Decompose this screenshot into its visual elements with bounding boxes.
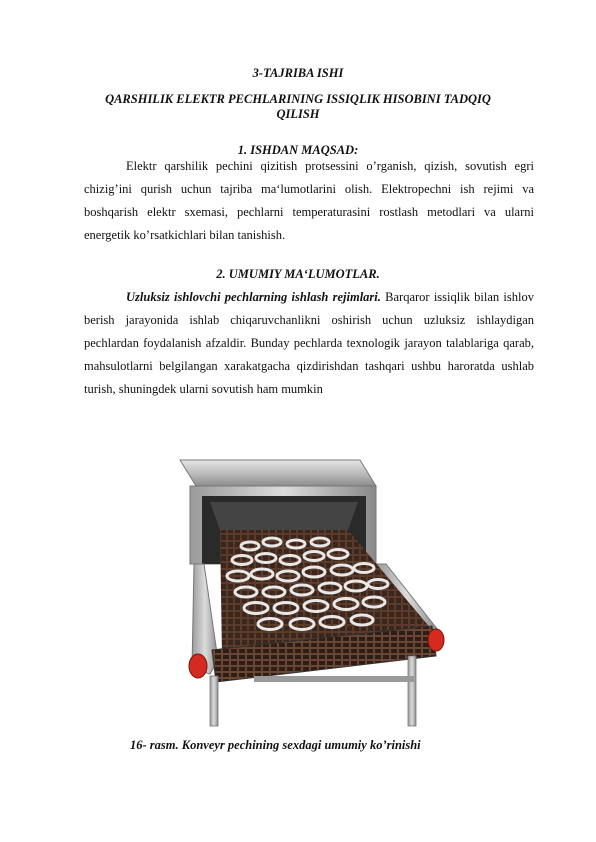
topic-title-line1: QARSHILIK ELEKTR PECHLARINING ISSIQLIK HISOBINI TADQIQ bbox=[105, 92, 491, 106]
figure-caption: 16- rasm. Konveyr pechining sexdagi umumiy ko’rinishi bbox=[130, 738, 421, 752]
topic-title-line2: QILISH bbox=[276, 107, 320, 121]
topic-title bbox=[70, 92, 526, 122]
section2-lead: Uzluksiz ishlovchi pechlarning ishlash rejimlari. bbox=[126, 290, 381, 304]
lab-title: 3-TAJRIBA ISHI bbox=[252, 66, 344, 80]
section1-heading: 1. ISHDAN MAQSAD: bbox=[237, 143, 359, 157]
section2-paragraph bbox=[84, 286, 534, 401]
conveyor-furnace-image bbox=[150, 450, 450, 730]
section2-heading: 2. UMUMIY MA‘LUMOTLAR. bbox=[216, 267, 380, 281]
section2-text: Barqaror issiqlik bilan ishlov berish jarayonida ishlab chiqaruvchanlikni oshirish uchun uzluksiz ishlaydigan pechlardan foydalanish afzaldir. Bunday pechlarda texnologik jarayon talablariga qarab, mahsulotlarni belgilangan xarakatgacha qizdirishdan tashqari ushbu haroratda ushlab turish, shuningdek ularni sovutish ham mumkin bbox=[84, 290, 534, 396]
section1-paragraph: Elektr qarshilik pechini qizitish protsessini o’rganish, qizish, sovutish egri chizig’ini qurish uchun tajriba ma‘lumotlarini olish. Elektropechni ish rejimi va boshqarish elektr sxemasi, pechlarni temperaturasini rostlash metodlari va ularni energetik ko’rsatkichlari bilan tanishish. bbox=[84, 159, 534, 242]
